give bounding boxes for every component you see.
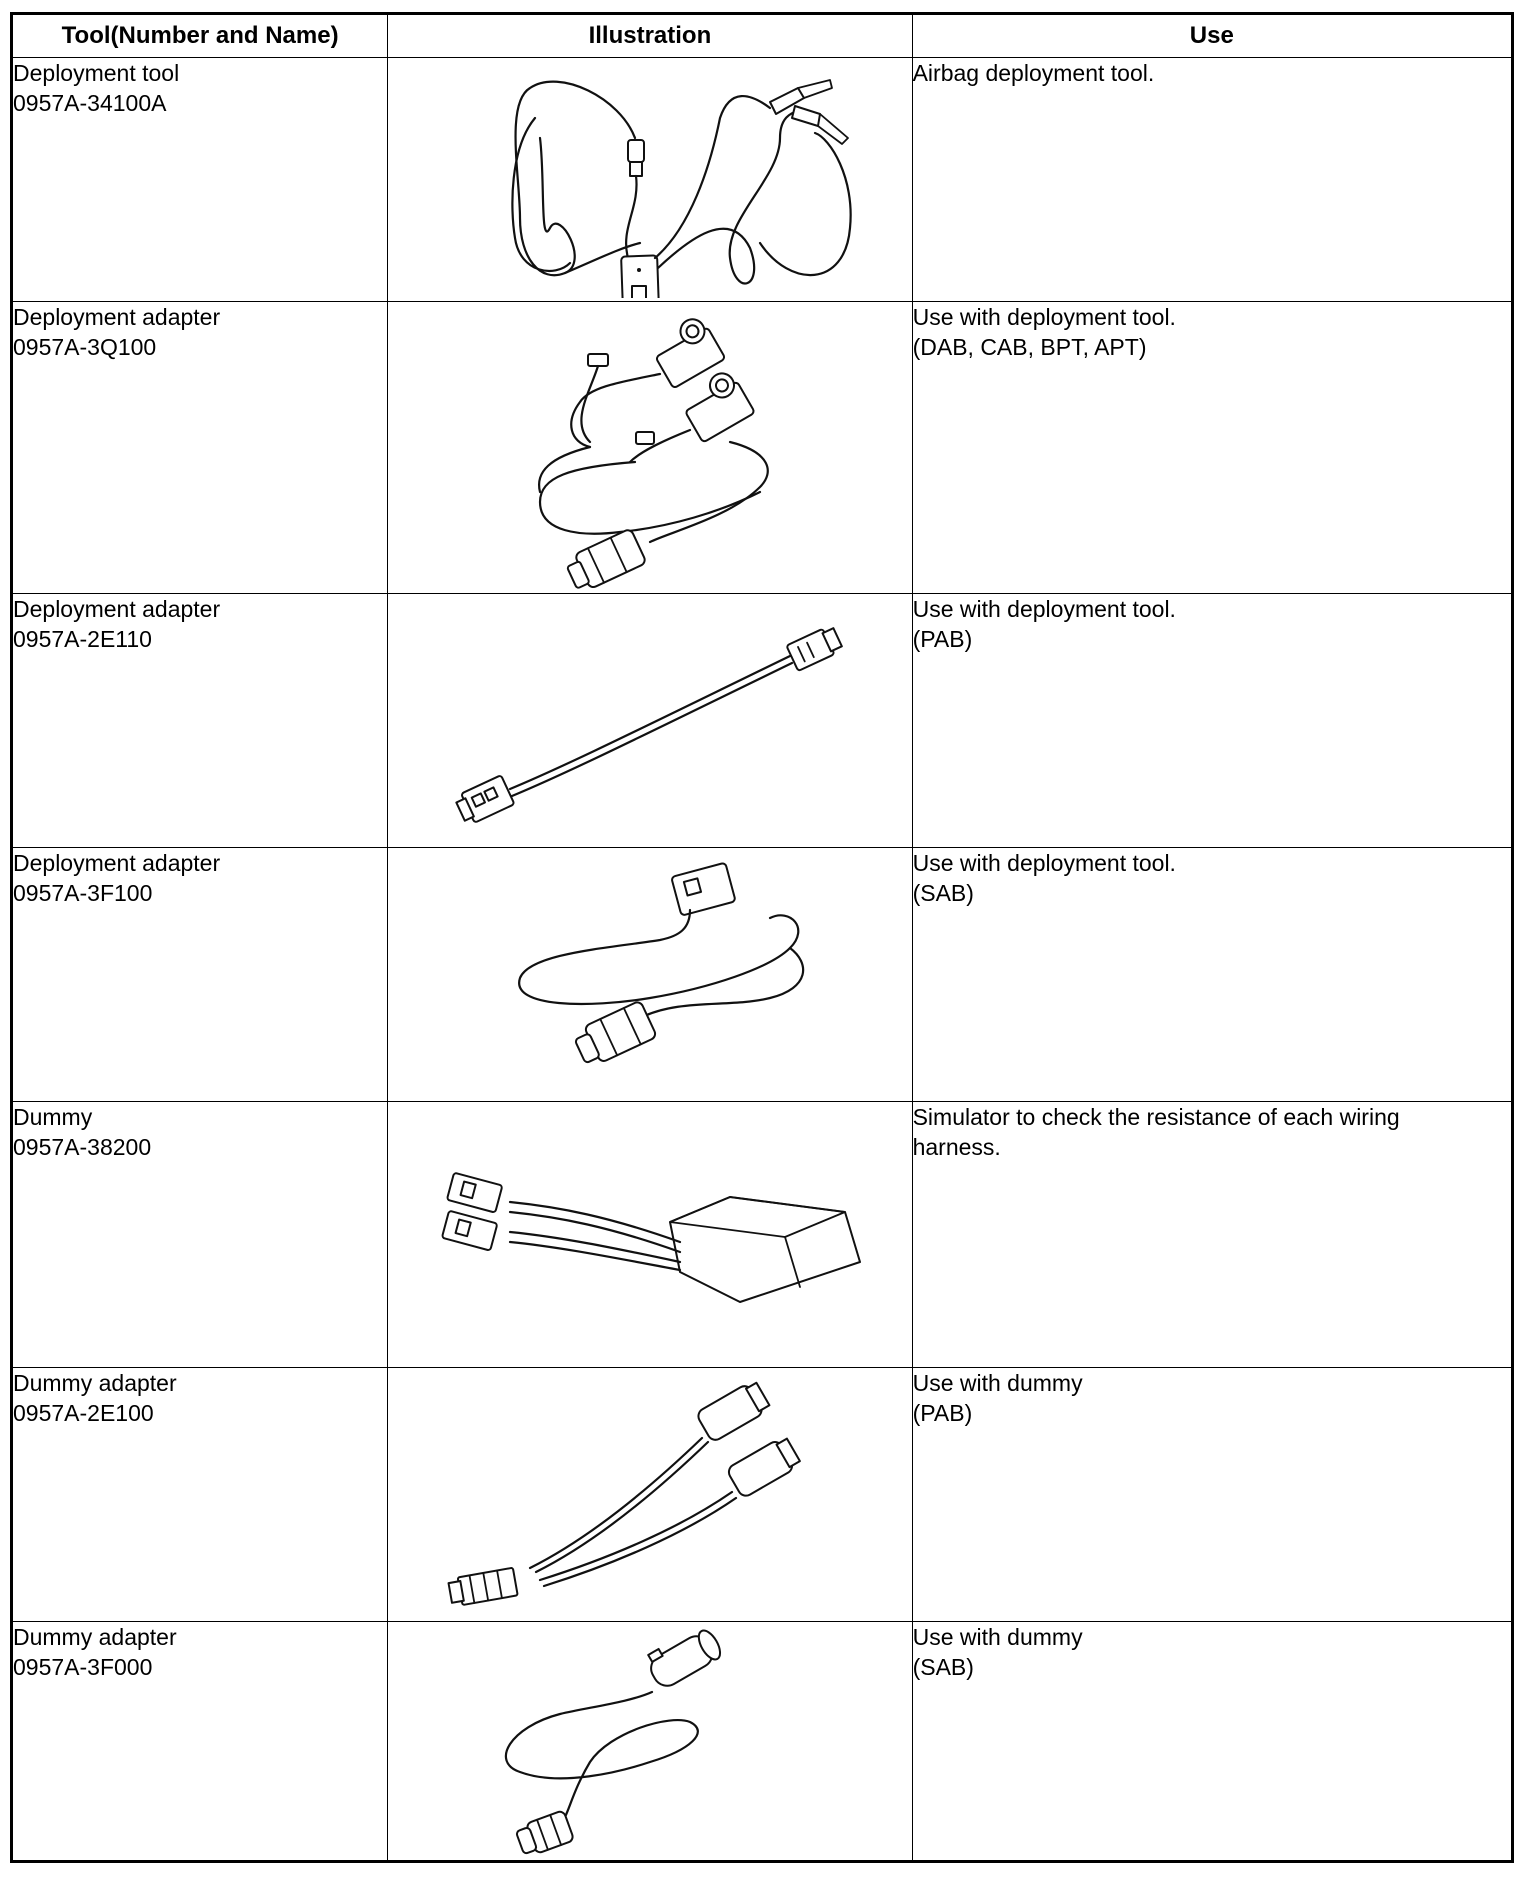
- illustration-cell: [388, 302, 912, 594]
- use-cell: [912, 1102, 1512, 1368]
- tool-number: 0957A-38200: [13, 1134, 152, 1160]
- deployment-adapter-pab-illustration: [390, 594, 910, 844]
- illustration-cell: [388, 1102, 912, 1368]
- use-line: harness.: [912, 1134, 1001, 1160]
- tool-number: 0957A-3F000: [13, 1654, 153, 1680]
- tool-name: Deployment adapter: [13, 304, 221, 330]
- use-line: Use with dummy: [912, 1370, 1083, 1396]
- tool-number: 0957A-3F100: [13, 880, 153, 906]
- use-cell: [912, 594, 1512, 848]
- use-line: (SAB): [912, 1654, 974, 1680]
- special-tools-table: [10, 12, 1514, 1863]
- table-row: [12, 302, 1513, 594]
- tool-cell: [12, 58, 388, 302]
- header-illustration: Illustration: [388, 14, 912, 58]
- tool-cell: [12, 848, 388, 1102]
- use-line: (PAB): [912, 1400, 973, 1426]
- tool-cell: [12, 594, 388, 848]
- dummy-adapter-pab-illustration: [390, 1368, 910, 1618]
- table-row: [12, 1622, 1513, 1862]
- use-line: Simulator to check the resistance of each wiring: [912, 1104, 1400, 1130]
- dummy-illustration: [390, 1102, 910, 1364]
- tool-name: Deployment tool: [13, 60, 180, 86]
- header-row: [12, 14, 1513, 58]
- header-tool: Tool(Number and Name): [12, 14, 388, 58]
- illustration-cell: [388, 594, 912, 848]
- table-row: [12, 594, 1513, 848]
- tool-number: 0957A-3Q100: [13, 334, 157, 360]
- tool-cell: [12, 1622, 388, 1862]
- tool-cell: [12, 1368, 388, 1622]
- use-line: Use with dummy: [912, 1624, 1083, 1650]
- table-row: [12, 848, 1513, 1102]
- tool-number: 0957A-34100A: [13, 90, 167, 116]
- use-cell: [912, 848, 1512, 1102]
- table-row: [12, 1102, 1513, 1368]
- tool-name: Deployment adapter: [13, 850, 221, 876]
- use-line: (PAB): [912, 626, 973, 652]
- illustration-cell: [388, 58, 912, 302]
- dummy-adapter-sab-illustration: [390, 1622, 910, 1858]
- tool-name: Deployment adapter: [13, 596, 221, 622]
- use-cell: [912, 58, 1512, 302]
- use-line: Use with deployment tool.: [912, 596, 1176, 622]
- use-cell: [912, 1622, 1512, 1862]
- illustration-cell: [388, 848, 912, 1102]
- illustration-cell: [388, 1622, 912, 1862]
- tool-cell: [12, 1102, 388, 1368]
- tool-name: Dummy adapter: [13, 1624, 177, 1650]
- use-line: (DAB, CAB, BPT, APT): [912, 334, 1147, 360]
- use-line: Use with deployment tool.: [912, 304, 1176, 330]
- tool-number: 0957A-2E100: [13, 1400, 154, 1426]
- tool-name: Dummy adapter: [13, 1370, 177, 1396]
- table-row: [12, 1368, 1513, 1622]
- deployment-adapter-sab-illustration: [390, 848, 910, 1098]
- illustration-cell: [388, 1368, 912, 1622]
- table-row: [12, 58, 1513, 302]
- use-line: Use with deployment tool.: [912, 850, 1176, 876]
- deployment-adapter-dab-illustration: [390, 302, 910, 590]
- tool-cell: [12, 302, 388, 594]
- use-line: Airbag deployment tool.: [912, 60, 1155, 86]
- tool-name: Dummy: [13, 1104, 93, 1130]
- tool-number: 0957A-2E110: [13, 626, 152, 652]
- use-cell: [912, 302, 1512, 594]
- use-cell: [912, 1368, 1512, 1622]
- use-line: (SAB): [912, 880, 974, 906]
- header-use: Use: [912, 14, 1512, 58]
- deployment-tool-illustration: [390, 58, 910, 298]
